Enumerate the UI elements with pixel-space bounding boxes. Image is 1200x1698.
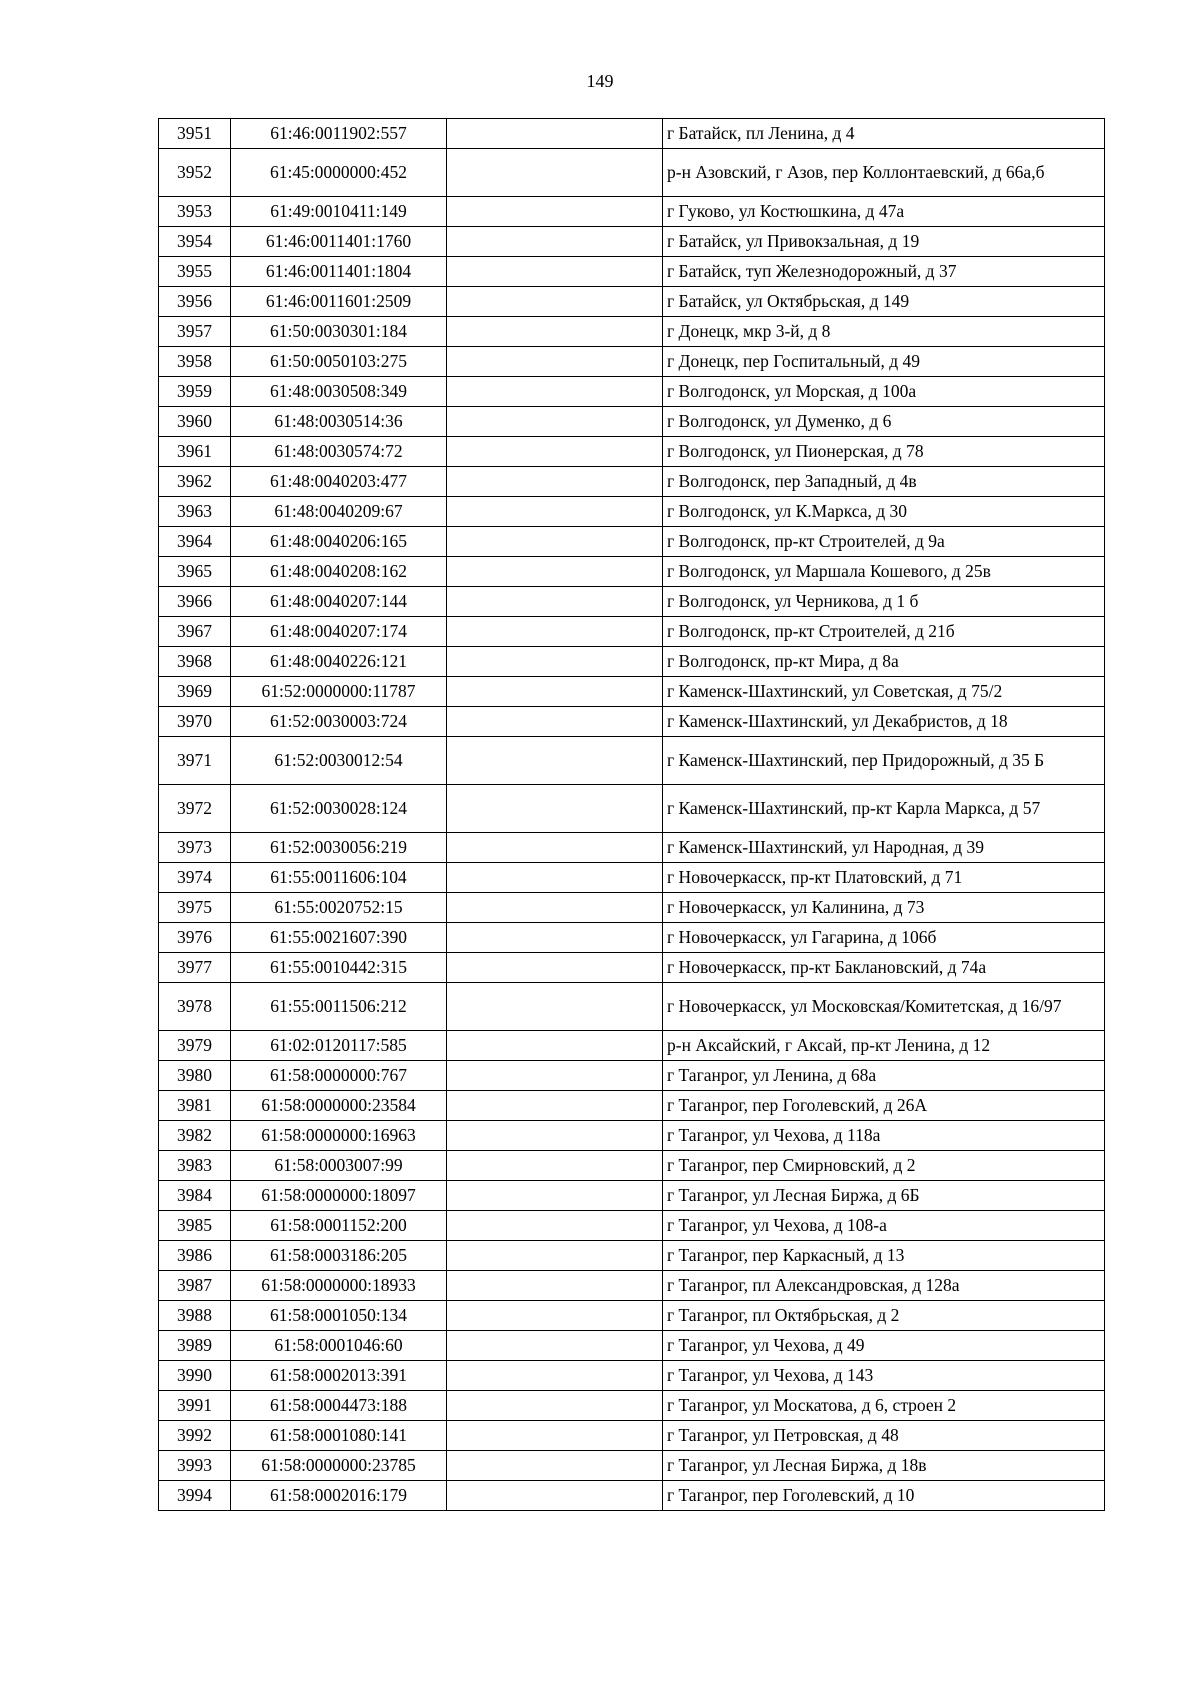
table-row: [159, 677, 1105, 707]
cadastral-number-cell: 61:58:0003007:99: [231, 1151, 447, 1181]
address-cell: г Волгодонск, ул Думенко, д 6: [663, 407, 1105, 437]
table-row: [159, 647, 1105, 677]
address-cell: г Каменск-Шахтинский, ул Советская, д 75/2: [663, 677, 1105, 707]
empty-cell: [447, 527, 663, 557]
address-cell: г Таганрог, ул Чехова, д 118а: [663, 1121, 1105, 1151]
address-cell: г Новочеркасск, пр-кт Платовский, д 71: [663, 863, 1105, 893]
row-number-cell: 3988: [159, 1301, 231, 1331]
address-cell: г Таганрог, ул Лесная Биржа, д 18в: [663, 1451, 1105, 1481]
empty-cell: [447, 1331, 663, 1361]
cadastral-number-cell: 61:46:0011902:557: [231, 119, 447, 149]
table-row: [159, 467, 1105, 497]
row-number-cell: 3951: [159, 119, 231, 149]
empty-cell: [447, 1481, 663, 1511]
empty-cell: [447, 923, 663, 953]
cadastral-number-cell: 61:58:0001152:200: [231, 1211, 447, 1241]
empty-cell: [447, 497, 663, 527]
empty-cell: [447, 863, 663, 893]
cadastral-number-cell: 61:58:0002016:179: [231, 1481, 447, 1511]
table-row: [159, 119, 1105, 149]
empty-cell: [447, 257, 663, 287]
table-row: [159, 1451, 1105, 1481]
table-row: [159, 737, 1105, 785]
table-row: [159, 1481, 1105, 1511]
empty-cell: [447, 677, 663, 707]
row-number-cell: 3970: [159, 707, 231, 737]
cadastral-number-cell: 61:50:0030301:184: [231, 317, 447, 347]
row-number-cell: 3965: [159, 557, 231, 587]
empty-cell: [447, 707, 663, 737]
cadastral-number-cell: 61:48:0030508:349: [231, 377, 447, 407]
address-cell: г Батайск, ул Привокзальная, д 19: [663, 227, 1105, 257]
row-number-cell: 3972: [159, 785, 231, 833]
table-row: [159, 317, 1105, 347]
row-number-cell: 3966: [159, 587, 231, 617]
address-cell: г Таганрог, ул Чехова, д 49: [663, 1331, 1105, 1361]
empty-cell: [447, 347, 663, 377]
cadastral-number-cell: 61:58:0000000:18933: [231, 1271, 447, 1301]
cadastral-number-cell: 61:55:0011506:212: [231, 983, 447, 1031]
cadastral-number-cell: 61:58:0000000:23785: [231, 1451, 447, 1481]
row-number-cell: 3969: [159, 677, 231, 707]
table-row: [159, 347, 1105, 377]
row-number-cell: 3962: [159, 467, 231, 497]
row-number-cell: 3977: [159, 953, 231, 983]
address-cell: г Батайск, пл Ленина, д 4: [663, 119, 1105, 149]
empty-cell: [447, 407, 663, 437]
table-row: [159, 863, 1105, 893]
table-row: [159, 149, 1105, 197]
address-cell: г Волгодонск, ул Морская, д 100а: [663, 377, 1105, 407]
address-cell: г Таганрог, ул Ленина, д 68а: [663, 1061, 1105, 1091]
row-number-cell: 3959: [159, 377, 231, 407]
empty-cell: [447, 893, 663, 923]
cadastral-number-cell: 61:52:0030012:54: [231, 737, 447, 785]
address-cell: г Таганрог, пер Гоголевский, д 10: [663, 1481, 1105, 1511]
cadastral-number-cell: 61:58:0001050:134: [231, 1301, 447, 1331]
address-cell: г Новочеркасск, ул Калинина, д 73: [663, 893, 1105, 923]
cadastral-number-cell: 61:46:0011401:1804: [231, 257, 447, 287]
cadastral-number-cell: 61:58:0001046:60: [231, 1331, 447, 1361]
row-number-cell: 3953: [159, 197, 231, 227]
table-row: [159, 1331, 1105, 1361]
cadastral-number-cell: 61:50:0050103:275: [231, 347, 447, 377]
address-cell: г Батайск, ул Октябрьская, д 149: [663, 287, 1105, 317]
table-row: [159, 1361, 1105, 1391]
table-row: [159, 1391, 1105, 1421]
row-number-cell: 3990: [159, 1361, 231, 1391]
address-cell: г Таганрог, пл Александровская, д 128а: [663, 1271, 1105, 1301]
row-number-cell: 3963: [159, 497, 231, 527]
address-cell: г Гуково, ул Костюшкина, д 47а: [663, 197, 1105, 227]
address-cell: р-н Азовский, г Азов, пер Коллонтаевский, д 66а,б: [663, 149, 1105, 197]
table-row: [159, 983, 1105, 1031]
address-cell: г Таганрог, ул Чехова, д 143: [663, 1361, 1105, 1391]
cadastral-number-cell: 61:55:0021607:390: [231, 923, 447, 953]
cadastral-number-cell: 61:48:0040209:67: [231, 497, 447, 527]
cadastral-number-cell: 61:46:0011601:2509: [231, 287, 447, 317]
row-number-cell: 3982: [159, 1121, 231, 1151]
cadastral-number-cell: 61:48:0040208:162: [231, 557, 447, 587]
table-row: [159, 497, 1105, 527]
row-number-cell: 3986: [159, 1241, 231, 1271]
row-number-cell: 3983: [159, 1151, 231, 1181]
row-number-cell: 3955: [159, 257, 231, 287]
empty-cell: [447, 737, 663, 785]
empty-cell: [447, 1121, 663, 1151]
table-row: [159, 1421, 1105, 1451]
empty-cell: [447, 1361, 663, 1391]
empty-cell: [447, 1301, 663, 1331]
empty-cell: [447, 587, 663, 617]
row-number-cell: 3964: [159, 527, 231, 557]
cadastral-number-cell: 61:52:0030028:124: [231, 785, 447, 833]
row-number-cell: 3979: [159, 1031, 231, 1061]
address-cell: г Таганрог, пер Гоголевский, д 26А: [663, 1091, 1105, 1121]
cadastral-number-cell: 61:45:0000000:452: [231, 149, 447, 197]
table-row: [159, 257, 1105, 287]
cadastral-number-cell: 61:58:0003186:205: [231, 1241, 447, 1271]
table-row: [159, 377, 1105, 407]
table-row: [159, 227, 1105, 257]
empty-cell: [447, 287, 663, 317]
table-row: [159, 1091, 1105, 1121]
address-cell: г Донецк, пер Госпитальный, д 49: [663, 347, 1105, 377]
empty-cell: [447, 953, 663, 983]
empty-cell: [447, 437, 663, 467]
cadastral-number-cell: 61:48:0040207:144: [231, 587, 447, 617]
cadastral-number-cell: 61:58:0001080:141: [231, 1421, 447, 1451]
cadastral-number-cell: 61:52:0000000:11787: [231, 677, 447, 707]
address-cell: г Новочеркасск, ул Гагарина, д 106б: [663, 923, 1105, 953]
row-number-cell: 3992: [159, 1421, 231, 1451]
row-number-cell: 3981: [159, 1091, 231, 1121]
table-row: [159, 557, 1105, 587]
empty-cell: [447, 1241, 663, 1271]
table-row: [159, 1211, 1105, 1241]
table-row: [159, 1061, 1105, 1091]
table-row: [159, 785, 1105, 833]
table-row: [159, 1241, 1105, 1271]
row-number-cell: 3957: [159, 317, 231, 347]
row-number-cell: 3993: [159, 1451, 231, 1481]
row-number-cell: 3954: [159, 227, 231, 257]
row-number-cell: 3984: [159, 1181, 231, 1211]
address-cell: г Волгодонск, пр-кт Строителей, д 9а: [663, 527, 1105, 557]
cadastral-number-cell: 61:55:0011606:104: [231, 863, 447, 893]
cadastral-number-cell: 61:48:0040206:165: [231, 527, 447, 557]
empty-cell: [447, 1031, 663, 1061]
cadastral-number-cell: 61:48:0040226:121: [231, 647, 447, 677]
row-number-cell: 3974: [159, 863, 231, 893]
cadastral-number-cell: 61:55:0020752:15: [231, 893, 447, 923]
table-row: [159, 437, 1105, 467]
address-cell: г Новочеркасск, пр-кт Баклановский, д 74а: [663, 953, 1105, 983]
empty-cell: [447, 467, 663, 497]
row-number-cell: 3978: [159, 983, 231, 1031]
cadastral-number-cell: 61:02:0120117:585: [231, 1031, 447, 1061]
address-cell: г Каменск-Шахтинский, ул Народная, д 39: [663, 833, 1105, 863]
table-row: [159, 1031, 1105, 1061]
cadastral-number-cell: 61:58:0000000:18097: [231, 1181, 447, 1211]
table-row: [159, 1301, 1105, 1331]
address-cell: г Волгодонск, пер Западный, д 4в: [663, 467, 1105, 497]
table-row: [159, 287, 1105, 317]
property-registry-table: [158, 118, 1105, 1511]
empty-cell: [447, 785, 663, 833]
empty-cell: [447, 557, 663, 587]
empty-cell: [447, 1421, 663, 1451]
row-number-cell: 3968: [159, 647, 231, 677]
table-row: [159, 953, 1105, 983]
row-number-cell: 3987: [159, 1271, 231, 1301]
empty-cell: [447, 1391, 663, 1421]
cadastral-number-cell: 61:49:0010411:149: [231, 197, 447, 227]
cadastral-number-cell: 61:48:0040207:174: [231, 617, 447, 647]
cadastral-number-cell: 61:58:0004473:188: [231, 1391, 447, 1421]
table-row: [159, 527, 1105, 557]
address-cell: г Каменск-Шахтинский, пер Придорожный, д 35 Б: [663, 737, 1105, 785]
cadastral-number-cell: 61:46:0011401:1760: [231, 227, 447, 257]
row-number-cell: 3994: [159, 1481, 231, 1511]
empty-cell: [447, 1181, 663, 1211]
row-number-cell: 3958: [159, 347, 231, 377]
empty-cell: [447, 1061, 663, 1091]
row-number-cell: 3971: [159, 737, 231, 785]
address-cell: г Донецк, мкр 3-й, д 8: [663, 317, 1105, 347]
address-cell: г Волгодонск, ул Пионерская, д 78: [663, 437, 1105, 467]
cadastral-number-cell: 61:55:0010442:315: [231, 953, 447, 983]
table-row: [159, 833, 1105, 863]
empty-cell: [447, 317, 663, 347]
cadastral-number-cell: 61:48:0030574:72: [231, 437, 447, 467]
cadastral-number-cell: 61:58:0000000:767: [231, 1061, 447, 1091]
address-cell: г Новочеркасск, ул Московская/Комитетская, д 16/97: [663, 983, 1105, 1031]
cadastral-number-cell: 61:48:0040203:477: [231, 467, 447, 497]
row-number-cell: 3980: [159, 1061, 231, 1091]
page-number: 149: [586, 71, 614, 91]
table-row: [159, 923, 1105, 953]
empty-cell: [447, 149, 663, 197]
address-cell: г Таганрог, ул Лесная Биржа, д 6Б: [663, 1181, 1105, 1211]
row-number-cell: 3967: [159, 617, 231, 647]
row-number-cell: 3956: [159, 287, 231, 317]
table-row: [159, 407, 1105, 437]
address-cell: г Каменск-Шахтинский, ул Декабристов, д 18: [663, 707, 1105, 737]
address-cell: г Волгодонск, пр-кт Строителей, д 21б: [663, 617, 1105, 647]
cadastral-number-cell: 61:48:0030514:36: [231, 407, 447, 437]
cadastral-number-cell: 61:58:0000000:23584: [231, 1091, 447, 1121]
empty-cell: [447, 983, 663, 1031]
row-number-cell: 3961: [159, 437, 231, 467]
row-number-cell: 3975: [159, 893, 231, 923]
empty-cell: [447, 1451, 663, 1481]
empty-cell: [447, 197, 663, 227]
empty-cell: [447, 617, 663, 647]
empty-cell: [447, 647, 663, 677]
table-row: [159, 617, 1105, 647]
address-cell: г Волгодонск, ул К.Маркса, д 30: [663, 497, 1105, 527]
address-cell: г Таганрог, ул Москатова, д 6, строен 2: [663, 1391, 1105, 1421]
cadastral-number-cell: 61:52:0030003:724: [231, 707, 447, 737]
table-row: [159, 1151, 1105, 1181]
row-number-cell: 3989: [159, 1331, 231, 1361]
empty-cell: [447, 1211, 663, 1241]
table-row: [159, 1121, 1105, 1151]
table-row: [159, 587, 1105, 617]
empty-cell: [447, 1151, 663, 1181]
registry-table-body: [159, 119, 1105, 1511]
table-row: [159, 197, 1105, 227]
address-cell: г Волгодонск, пр-кт Мира, д 8а: [663, 647, 1105, 677]
address-cell: р-н Аксайский, г Аксай, пр-кт Ленина, д 12: [663, 1031, 1105, 1061]
address-cell: г Таганрог, пл Октябрьская, д 2: [663, 1301, 1105, 1331]
row-number-cell: 3976: [159, 923, 231, 953]
empty-cell: [447, 377, 663, 407]
empty-cell: [447, 1091, 663, 1121]
row-number-cell: 3985: [159, 1211, 231, 1241]
cadastral-number-cell: 61:52:0030056:219: [231, 833, 447, 863]
row-number-cell: 3991: [159, 1391, 231, 1421]
address-cell: г Таганрог, пер Каркасный, д 13: [663, 1241, 1105, 1271]
address-cell: г Таганрог, ул Чехова, д 108-а: [663, 1211, 1105, 1241]
address-cell: г Каменск-Шахтинский, пр-кт Карла Маркса, д 57: [663, 785, 1105, 833]
table-row: [159, 1271, 1105, 1301]
empty-cell: [447, 1271, 663, 1301]
address-cell: г Таганрог, пер Смирновский, д 2: [663, 1151, 1105, 1181]
address-cell: г Волгодонск, ул Маршала Кошевого, д 25в: [663, 557, 1105, 587]
address-cell: г Таганрог, ул Петровская, д 48: [663, 1421, 1105, 1451]
empty-cell: [447, 227, 663, 257]
table-row: [159, 1181, 1105, 1211]
table-row: [159, 707, 1105, 737]
row-number-cell: 3952: [159, 149, 231, 197]
empty-cell: [447, 833, 663, 863]
cadastral-number-cell: 61:58:0000000:16963: [231, 1121, 447, 1151]
address-cell: г Батайск, туп Железнодорожный, д 37: [663, 257, 1105, 287]
address-cell: г Волгодонск, ул Черникова, д 1 б: [663, 587, 1105, 617]
row-number-cell: 3973: [159, 833, 231, 863]
row-number-cell: 3960: [159, 407, 231, 437]
table-row: [159, 893, 1105, 923]
empty-cell: [447, 119, 663, 149]
cadastral-number-cell: 61:58:0002013:391: [231, 1361, 447, 1391]
